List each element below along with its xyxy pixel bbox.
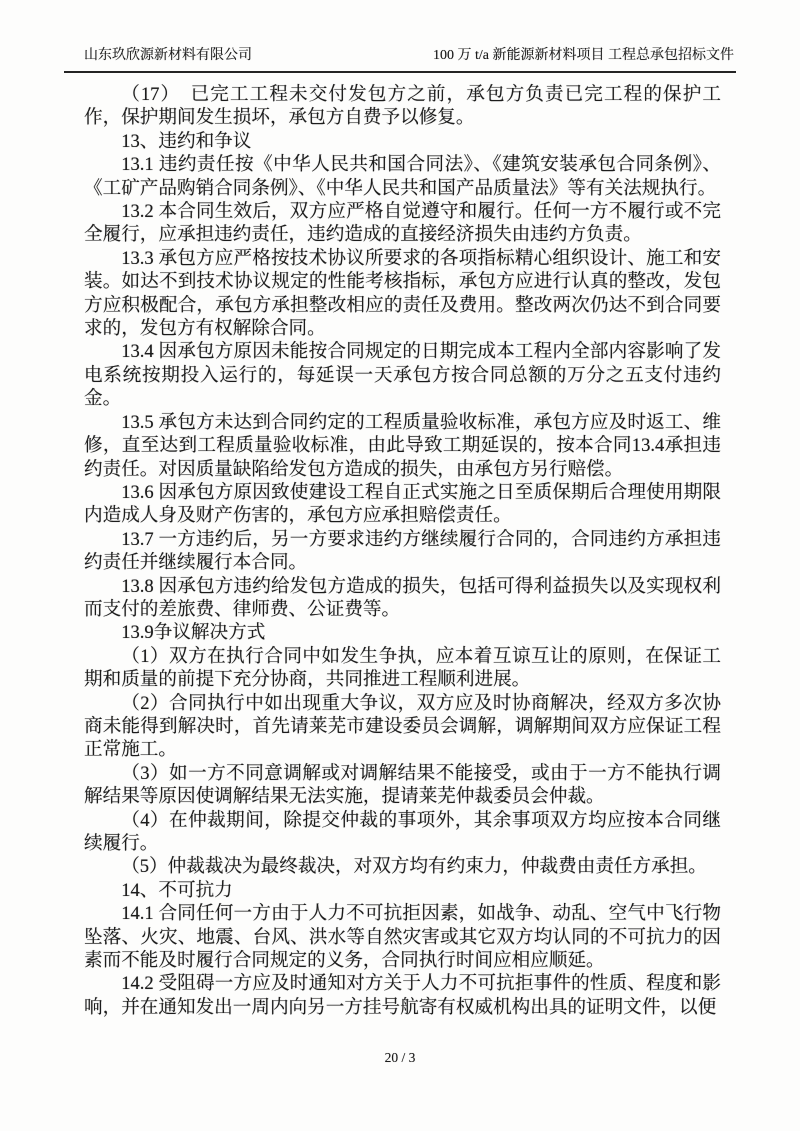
clause-13-5: 13.5 承包方未达到合同约定的工程质量验收标准，承包方应及时返工、维修，直至达到工程质量验收标准，由此导致工期延误的，按本合同13.4承担违约责任。对因质量缺陷给发包方造成的损失，由承包方另行赔偿。 bbox=[84, 411, 721, 480]
document-body bbox=[84, 83, 721, 1019]
header-document-title: 100 万 t/a 新能源新材料项目 工程总承包招标文件 bbox=[433, 48, 734, 63]
clause-14-1: 14.1 合同任何一方由于人力不可抗拒因素，如战争、动乱、空气中飞行物坠落、火灾、地震、台风、洪水等自然灾害或其它双方均认同的不可抗力的因素而不能及时履行合同规定的义务，合同执行时间应相应顺延。 bbox=[84, 903, 721, 972]
clause-13-4: 13.4 因承包方原因未能按合同规定的日期完成本工程内全部内容影响了发电系统按期投入运行的，每延误一天承包方按合同总额的万分之五支付违约金。 bbox=[84, 341, 721, 410]
clause-14-2: 14.2 受阻碍一方应及时通知对方关于人力不可抗拒事件的性质、程度和影响，并在通知发出一周内向另一方挂号航寄有权威机构出具的证明文件，以便 bbox=[84, 973, 721, 1018]
clause-13-1: 13.1 违约责任按《中华人民共和国合同法》、《建筑安装承包合同条例》、《工矿产品购销合同条例》、《中华人民共和国产品质量法》等有关法规执行。 bbox=[84, 154, 721, 199]
clause-13-3: 13.3 承包方应严格按技术协议所要求的各项指标精心组织设计、施工和安装。如达不到技术协议规定的性能考核指标，承包方应进行认真的整改，发包方应积极配合，承包方承担整改相应的责任及费用。整改两次仍达不到合同要求的，发包方有权解除合同。 bbox=[84, 247, 721, 340]
clause-13-9-item-2: （2）合同执行中如出现重大争议，双方应及时协商解决，经双方多次协商未能得到解决时，首先请莱芜市建设委员会调解，调解期间双方应保证工程正常施工。 bbox=[84, 692, 721, 761]
clause-17: （17） 已完工工程未交付发包方之前，承包方负责已完工程的保护工作，保护期间发生损坏，承包方自费予以修复。 bbox=[84, 84, 721, 129]
clause-13-9-item-1: （1）双方在执行合同中如发生争执，应本着互谅互让的原则，在保证工期和质量的前提下充分协商，共同推进工程顺利进展。 bbox=[84, 645, 721, 691]
clause-13-9-item-3: （3）如一方不同意调解或对调解结果不能接受，或由于一方不能执行调解结果等原因使调解结果无法实施，提请莱芜仲裁委员会仲裁。 bbox=[84, 762, 721, 808]
header-company-name: 山东玖欣源新材料有限公司 bbox=[84, 48, 252, 63]
clause-13-6: 13.6 因承包方原因致使建设工程自正式实施之日至质保期后合理使用期限内造成人身及财产伤害的，承包方应承担赔偿责任。 bbox=[84, 481, 721, 527]
section-13-heading: 13、违约和争议 bbox=[121, 130, 252, 152]
clause-13-2: 13.2 本合同生效后，双方应严格自觉遵守和履行。任何一方不履行或不完全履行，应承担违约责任，违约造成的直接经济损失由违约方负责。 bbox=[84, 201, 721, 246]
clause-13-7: 13.7 一方违约后，另一方要求违约方继续履行合同的，合同违约方承担违约责任并继续履行本合同。 bbox=[84, 528, 721, 574]
clause-13-8: 13.8 因承包方违约给发包方造成的损失，包括可得利益损失以及实现权利而支付的差旅费、律师费、公证费等。 bbox=[84, 575, 721, 620]
page-header bbox=[64, 44, 736, 73]
clause-13-9-item-4: （4）在仲裁期间，除提交仲裁的事项外，其余事项双方均应按本合同继续履行。 bbox=[84, 809, 721, 854]
section-14-heading: 14、不可抗力 bbox=[121, 879, 233, 901]
page-number: 20 / 3 bbox=[384, 1050, 416, 1065]
clause-13-9-item-5: （5）仲裁裁决为最终裁决，对双方均有约束力，仲裁费由责任方承担。 bbox=[121, 856, 707, 878]
page-footer bbox=[0, 1050, 800, 1066]
clause-13-9-heading: 13.9争议解决方式 bbox=[121, 622, 266, 644]
